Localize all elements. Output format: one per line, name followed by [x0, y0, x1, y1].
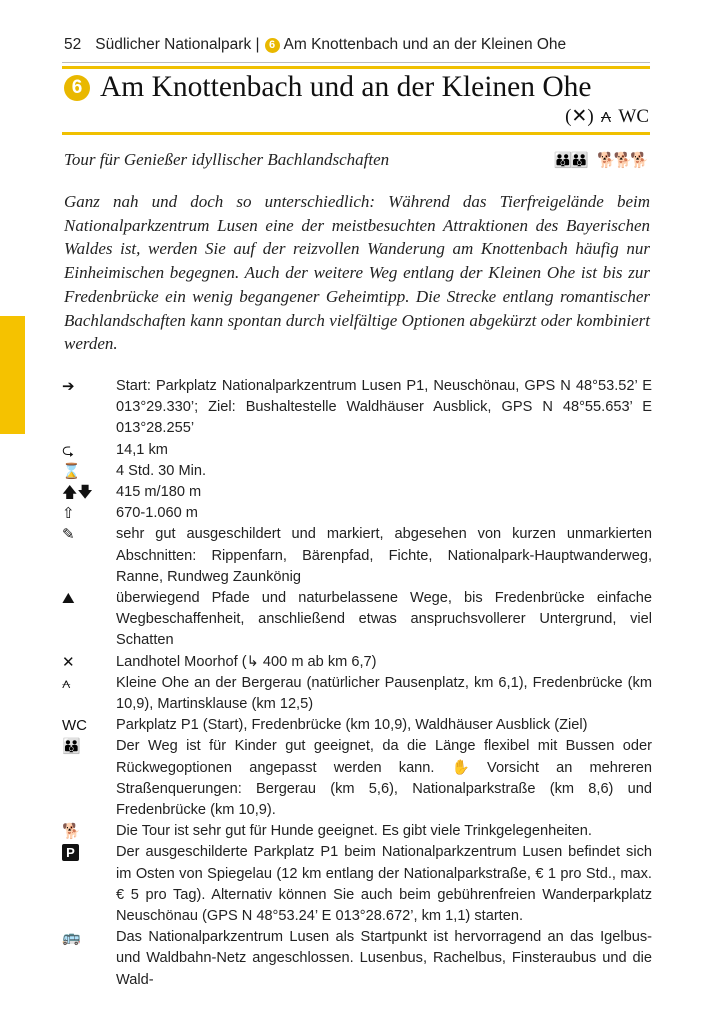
- kids-warning-text: Vorsicht an mehreren Straßenquerungen: Bergerau (km 5,6), Nationalparkstraße (km 8,6) und Fredenbrücke (km 10,9).: [116, 759, 652, 819]
- restaurant-distance: 400 m ab km 6,7): [258, 653, 377, 670]
- family-rating-icon: 👪👪: [553, 152, 587, 169]
- info-bus: [62, 927, 652, 991]
- restaurant-name: Landhotel Moorhof (: [116, 653, 247, 670]
- page-number: 52: [64, 36, 82, 53]
- marking-text: sehr gut ausgeschildert und markiert, abgesehen von kurzen unmarkierten Abschnitten: Rippenfarn, Bärenpfad, Fichte, Nationalpark-Hauptwanderweg, Ranne, Rundweg Zaunkönig: [116, 526, 652, 585]
- warning-hand-icon: ✋: [451, 759, 470, 776]
- restaurant-text: [116, 652, 652, 673]
- title-bottom-rule: [62, 132, 650, 135]
- info-elevation: [62, 482, 652, 503]
- hiker-icon: ⛰: [62, 590, 75, 608]
- start-text: Start: Parkplatz Nationalparkzentrum Lusen P1, Neuschönau, GPS N 48°53.52’ E 013°29.330’; Ziel: Bushaltestelle Waldhäuser Ausblick, GPS N 48°55.653’ E 013°28.255’: [116, 378, 652, 437]
- picnic-table-icon: ⩜: [600, 105, 612, 127]
- info-terrain: [62, 588, 652, 652]
- wc-icon: WC: [618, 105, 649, 127]
- altitude-icon: ⇧: [62, 505, 75, 523]
- tour-number-badge-small: 6: [265, 38, 280, 53]
- intro-paragraph: Ganz nah und doch so unterschiedlich: Während das Tierfreigelände beim Nationalparkzentrum Lusen eine der meistbesuchten Attraktionen des Bayerischen Waldes ist, werden Sie auf der reizvollen Wanderung am Knottenbach häufig nur Einheimischen begegnen. Auch der weitere Weg entlang der Kleinen Ohe ist bis zur Fredenbrücke ein wenig begangener Geheimtipp. Die Strecke entlang romantischer Bachlandschaften kann spontan durch vielfältige Optionen abgekürzt oder kombiniert werden.: [64, 192, 650, 354]
- info-altitude: [62, 503, 652, 524]
- info-start: [62, 376, 652, 440]
- info-parking: [62, 842, 652, 927]
- kids-text: [116, 736, 652, 821]
- info-wc: [62, 715, 652, 736]
- dog-rating-icon: 🐕🐕🐕: [596, 152, 647, 169]
- info-marking: [62, 524, 652, 588]
- bus-text: Das Nationalparkzentrum Lusen als Startpunkt ist hervorragend an das Igelbus- und Waldbahn-Netz angeschlossen. Lusenbus, Rachelbus, Finsteraubus und die Wald-: [116, 929, 652, 988]
- distance-icon: ⮎: [62, 441, 75, 459]
- info-distance: [62, 440, 652, 461]
- title-text: Am Knottenbach und an der Kleinen Ohe: [100, 71, 592, 103]
- parking-icon-cell: [62, 842, 116, 927]
- elevation-text: 415 m/180 m: [116, 484, 202, 501]
- picnic-table-icon: ⩜: [62, 674, 71, 692]
- up-down-arrows-icon: 🡅🡇: [62, 484, 93, 502]
- tour-number-badge: 6: [64, 75, 90, 101]
- info-restaurant: [62, 652, 652, 673]
- hourglass-icon: ⌛: [62, 462, 81, 480]
- bus-icon: 🚌: [62, 929, 81, 947]
- altitude-text: 670-1.060 m: [116, 505, 198, 522]
- dogs-text: Die Tour ist sehr gut für Hunde geeignet. Es gibt viele Trinkgelegenheiten.: [116, 823, 592, 840]
- detour-icon: ↳: [246, 653, 259, 670]
- tour-info-list: [62, 376, 652, 991]
- duration-text: 4 Std. 30 Min.: [116, 462, 207, 479]
- kids-text-main: Der Weg ist für Kinder gut geeignet, da die Länge flexibel mit Bussen oder Rückwegoptionen angepasst werden kann.: [116, 738, 652, 776]
- rest-text: Kleine Ohe an der Bergerau (natürlicher Pausenplatz, km 6,1), Fredenbrücke (km 10,9), Martinsklause (km 12,5): [116, 674, 652, 713]
- dog-icon: 🐕: [62, 823, 81, 841]
- page-title: [64, 71, 592, 104]
- suitability-ratings: [554, 151, 647, 169]
- header-rule: [62, 62, 650, 63]
- restaurant-nearby-icon: (✕): [565, 106, 594, 127]
- distance-text: 14,1 km: [116, 441, 168, 458]
- wc-text: Parkplatz P1 (Start), Fredenbrücke (km 10,9), Waldhäuser Ausblick (Ziel): [116, 717, 588, 734]
- pencil-icon: ✎: [62, 526, 75, 544]
- info-kids: [62, 736, 652, 821]
- parking-icon: P: [62, 844, 79, 861]
- cutlery-icon: ✕: [62, 653, 75, 671]
- terrain-text: überwiegend Pfade und naturbelassene Wege, bis Fredenbrücke einfache Wegbeschaffenheit, anschließend etwas anspruchsvollerer Untergrund, viel Schatten: [116, 590, 652, 649]
- title-top-rule: [62, 66, 650, 69]
- parking-text: Der ausgeschilderte Parkplatz P1 beim Nationalparkzentrum Lusen befindet sich im Osten von Spiegelau (12 km entlang der Nationalparkstraße, € 1 pro Std., max. € 5 pro Tag). Alternativ können Sie auch beim gebührenfreien Wanderparkplatz Neuschönau (GPS N 48°53.24’ E 013°28.672’, km 1,1) starten.: [116, 844, 652, 925]
- wc-label: WC: [62, 717, 87, 735]
- info-dogs: [62, 821, 652, 842]
- info-rest: [62, 673, 652, 715]
- running-head: [64, 36, 650, 54]
- tour-subtitle: Tour für Genießer idyllischer Bachlandschaften: [64, 150, 390, 169]
- section-name: Südlicher Nationalpark |: [95, 36, 260, 53]
- arrow-right-icon: ➔: [62, 378, 75, 395]
- info-duration: [62, 461, 652, 482]
- running-head-tour-title: Am Knottenbach und an der Kleinen Ohe: [283, 36, 567, 53]
- chapter-tab-marker: [0, 316, 25, 434]
- facility-icons: [565, 105, 649, 128]
- family-icon: 👪: [62, 738, 81, 756]
